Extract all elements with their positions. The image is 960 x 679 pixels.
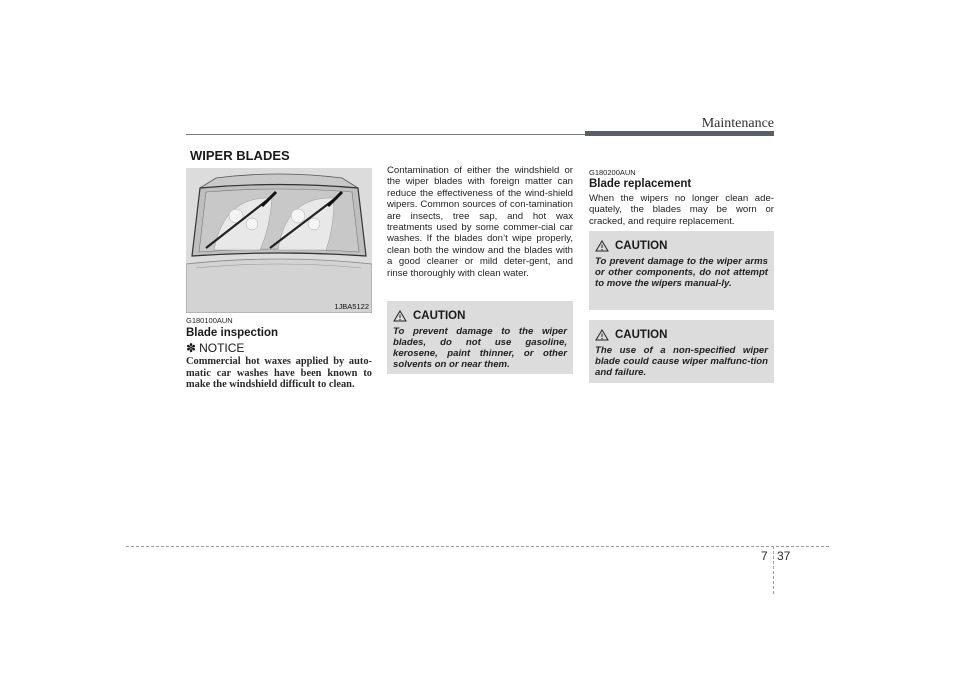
figure-code: 1JBA5122 (334, 302, 369, 311)
body-paragraph: When the wipers no longer clean ade-quately, the blades may be worn or cracked, and require replacement. (589, 193, 774, 227)
header-accent-bar (585, 131, 774, 136)
section-code: G180200AUN (589, 168, 636, 177)
windshield-drawing (186, 168, 372, 313)
caution-box (589, 320, 774, 383)
caution-label: CAUTION (413, 310, 466, 322)
body-paragraph: Contamination of either the windshield or the wiper blades with foreign matter can reduce the effectiveness of the wind-shield wipers. Common sources of con-tamination are insects, tree sap, and hot wax treatments used by some commer-cial car washes. If the blades don’t wipe properly, clean both the window and the blades with a good cleaner or mild deter-gent, and rinse thoroughly with clean water. (387, 165, 573, 279)
footer-divider (773, 546, 774, 594)
notice-text: Commercial hot waxes applied by auto-matic car washes have been known to make the windshield difficult to clean. (186, 356, 372, 390)
caution-text: To prevent damage to the wiper blades, do not use gasoline, kerosene, paint thinner, or other solvents on or near them. (393, 326, 567, 370)
subsection-heading: Blade replacement (589, 178, 692, 190)
notice-title: NOTICE (199, 341, 245, 355)
caution-box (589, 231, 774, 310)
caution-text: The use of a non-specified wiper blade could cause wiper malfunc-tion and failure. (595, 345, 768, 378)
notice-symbol-icon: ✽ (186, 341, 197, 355)
running-header-title: Maintenance (701, 116, 774, 131)
notice-heading (186, 341, 244, 355)
windshield-wiper-illustration (186, 168, 372, 313)
caution-label: CAUTION (615, 240, 668, 252)
section-title: WIPER BLADES (190, 148, 290, 163)
section-code: G180100AUN (186, 316, 233, 325)
warning-triangle-icon (393, 310, 407, 322)
chapter-number: 7 (761, 549, 768, 563)
footer-rule (126, 546, 829, 547)
warning-triangle-icon (595, 329, 609, 341)
warning-triangle-icon (595, 240, 609, 252)
page-number: 37 (777, 549, 791, 563)
subsection-heading: Blade inspection (186, 327, 279, 339)
caution-label: CAUTION (615, 329, 668, 341)
caution-text: To prevent damage to the wiper arms or other components, do not attempt to move the wipers manual-ly. (595, 256, 768, 289)
caution-box (387, 301, 573, 374)
